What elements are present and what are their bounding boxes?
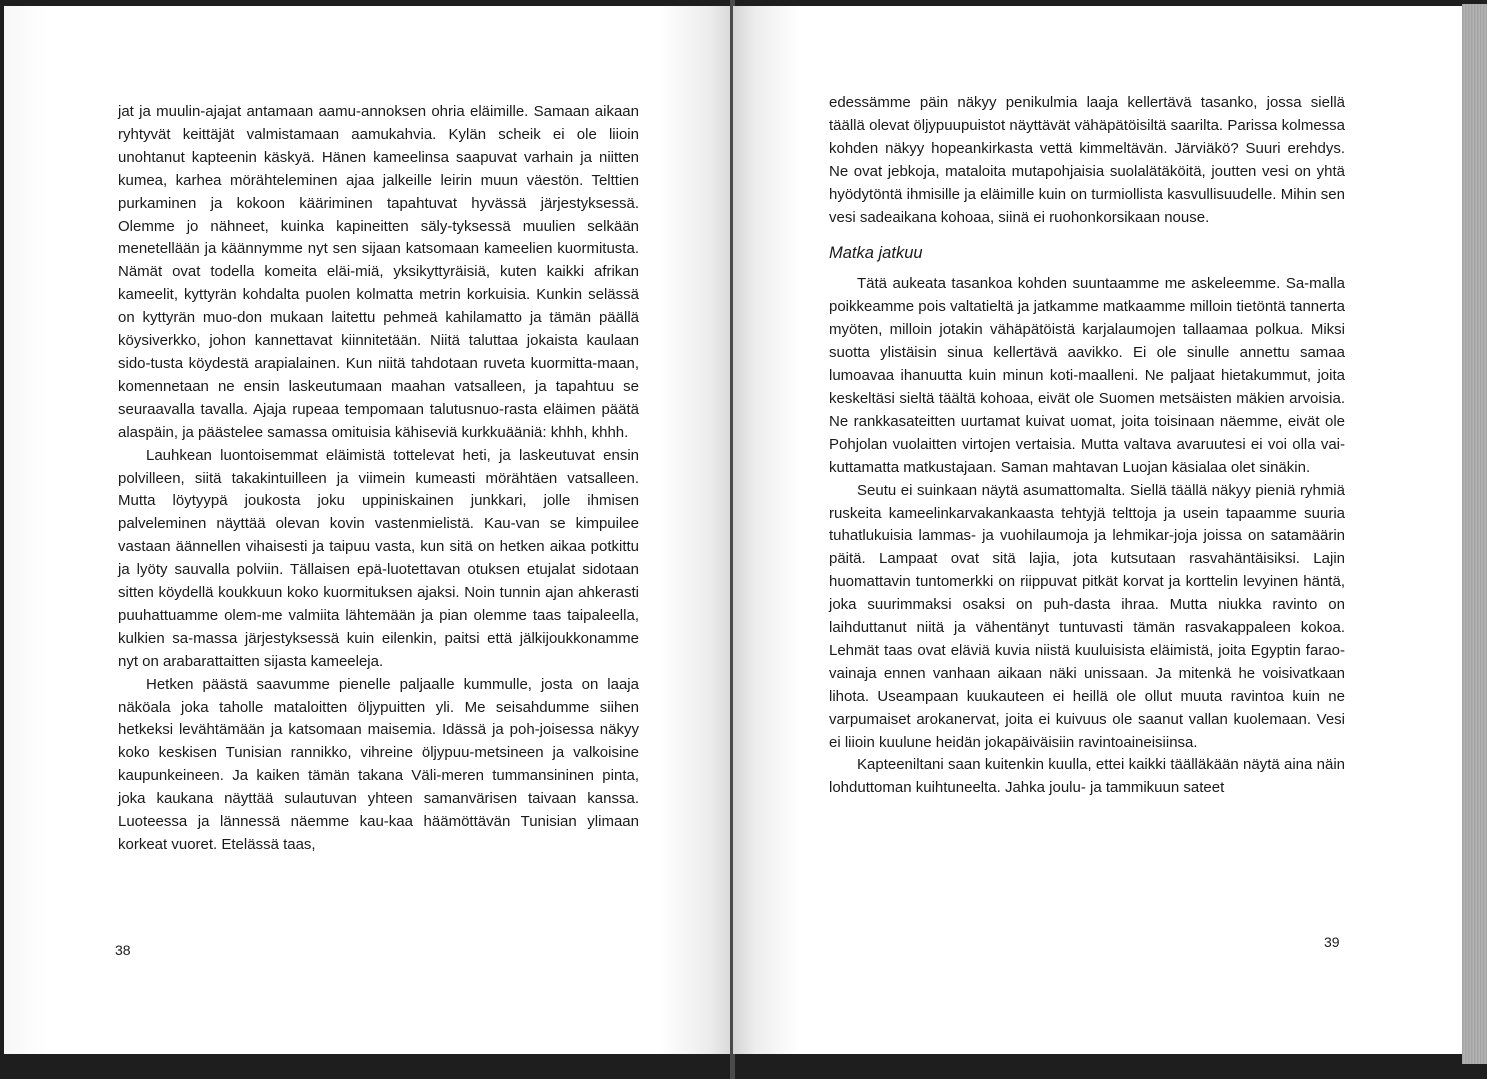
paragraph: Kapteeniltani saan kuitenkin kuulla, ettei kaikki täälläkään näytä aina näin lohduttoman kuihtuneelta. Jahka joulu- ja tammikuun sateet [829, 756, 1345, 797]
paragraph: Lauhkean luontoisemmat eläimistä tottelevat heti, ja laskeutuvat ensin polvilleen, siitä takakintuilleen ja viimein kumeasti mörähtäen vatsalleen. Mutta löytyypä joukosta joku uppiniskainen junkkari, jolle ihmisen palveleminen näyttää olevan kovin vastenmielistä. Kau-van se kimpuilee vastaan äännellen vihaisesti ja taipuu vasta, kun sitä on hetken aikaa potkittu ja lyöty sauvalla polviin. Tällaisen epä-luotettavan otuksen etujalat sidotaan sitten köydellä koukkuun koko kuormituksen ajaksi. Noin tunnin ajan ahkerasti puuhattuamme olem-me valmiita lähtemään ja pian olemme taas taipaleella, kulkien sa-massa järjestyksessä kuin eilenkin, paitsi että jälkijoukkonamme nyt on arabarattaitten sijasta kameeleja. [118, 446, 639, 670]
right-page-text [829, 92, 1345, 800]
paragraph: jat ja muulin-ajajat antamaan aamu-annoksen ohria eläimille. Samaan aikaan ryhtyvät keittäjät valmistamaan aamukahvia. Kylän scheik ei ole liioin unohtanut kapteenin käskyä. Hänen kameelinsa saapuvat varhain ja niitten kumea, karhea mörähteleminen ajaa jalkeille leirin muun väestön. Telttien purkaminen ja kokoon kääriminen tapahtuvat hyvässä järjestyksessä. Olemme jo nähneet, kuinka kapineitten säly-tyksessä muulien selkään menetellään ja käännymme nyt sen sijaan katsomaan kameelien kuormitusta. Nämät ovat todella komeita eläi-miä, yksikyttyräisiä, kuten kaikki afrikan kameelit, kyttyrän kohdalta puolen kolmatta metrin korkuisia. Kunkin selässä on kyttyrän muo-don mukaan laitettu pehmeä kahilamatto ja tämän päällä köysiverkko, johon kannettavat kiinnitetään. Niitä taluttaa jokaista kaulaan sido-tusta köydestä arapialainen. Kun niitä tahdotaan ruveta kuormitta-maan, komennetaan ne ensin laskeutumaan maahan vatsalleen, ja tapahtuu se seuraavalla tavalla. Ajaja rupeaa tempomaan talutusnuo-rasta eläimen päätä alaspäin, ja päästelee samassa omituisia kähiseviä kurkkuääniä: khhh, khhh. [118, 103, 639, 441]
paragraph: Tätä aukeata tasankoa kohden suuntaamme me askeleemme. Sa-malla poikkeamme pois valtatieltä ja jatkamme matkaamme milloin tietöntä tannerta myöten, milloin jotakin vähäpätöistä karjalaumojen tallaamaa polkua. Miksi suotta ylistäisin sinua kellertävä aavikko. Ei ole sinulle annettu samaa lumoavaa ihanuutta kuin minun koti-maalleni. Ne paljaat hietakummut, joita keskeltäsi sieltä täältä kohoaa, eivät ole Suomen metsäisten mäkien arvoisia. Ne rankkasateitten uurtamat kuivat uomat, joita toisinaan näemme, eivät ole Pohjolan vuolaitten virtojen vertaisia. Mutta valtava avaruutesi ei voi olla vai-kuttamatta matkustajaan. Saman mahtavan Luojan käsialaa olet sinäkin. [829, 275, 1345, 476]
section-heading: Matka jatkuu [829, 244, 923, 263]
right-page [733, 6, 1463, 1054]
left-page [4, 6, 732, 1054]
page-edges [1462, 4, 1487, 1064]
left-page-text [118, 101, 639, 857]
page-number-left: 38 [115, 942, 131, 958]
page-number-right: 39 [1324, 934, 1340, 950]
paragraph: Seutu ei suinkaan näytä asumattomalta. Siellä täällä näkyy pieniä ryhmiä ruskeita kameelinkarvakankaasta tehtyjä telttoja ja usein tapaamme suuria tuhatlukuisia lammas- ja vuohilaumoja ja lehmikar-joja joissa on satamäärin päitä. Lampaat ovat sitä lajia, jota kutsutaan rasvahäntäisiksi. Lajin huomattavin tuntomerkki on riippuvat pitkät korvat ja korttelin levyinen häntä, joka suurimmaksi osaksi on puh-dasta ihraa. Mutta niukka ravinto on laihduttanut niitä ja vähentänyt tuntuvasti tämän rasvakappaleen kokoa. Lehmät taas ovat eläviä kuvia niistä kuuluisista eläimistä, joita Egyptin farao-vainaja ennen vanhaan aikaan näki unissaan. Ja mitenkä he voisivatkaan lihota. Useampaan kuukauteen ei heillä ole ollut muuta ravintoa kuin ne varpumaiset arokanervat, joita ei kuivuus ole saanut vallan kuolemaan. Vesi ei liioin kuulune heidän jokapäiväisiin ravintoaineisiinsa. [829, 481, 1345, 751]
paragraph: edessämme päin näkyy penikulmia laaja kellertävä tasanko, jossa siellä täällä olevat öljypuupuistot näyttävät vähäpätöisiltä saarilta. Parissa kolmessa kohden näkyy hopeankirkasta vettä kimmeltävän. Järviäkö? Suuri erehdys. Ne ovat jebkoja, mataloita mutapohjaisia suolalätäköitä, joutten vesi on yhtä hyödytöntä ihmisille ja eläimille kuin on turmiollista kasvullisuudelle. Mihin sen vesi sadeaikana kohoaa, siinä ei ruohonkorsikaan nouse. [829, 94, 1345, 226]
paragraph: Hetken päästä saavumme pienelle paljaalle kummulle, josta on laaja näköala joka taholle mataloitten öljypuitten yli. Me seisahdumme siihen hetkeksi levähtämään ja katsomaan maisemia. Idässä ja poh-joisessa näkyy koko keskisen Tunisian rannikko, vihreine öljypuu-metsineen ja valkoisine kaupunkeineen. Ja kaiken tämän takana Väli-meren tummansininen pinta, joka kaukana näyttää sulautuvan yhteen samanvärisen taivaan kanssa. Luoteessa ja lännessä näemme kau-kaa häämöttävän Tunisian ylimaan korkeat vuoret. Etelässä taas, [118, 675, 639, 853]
